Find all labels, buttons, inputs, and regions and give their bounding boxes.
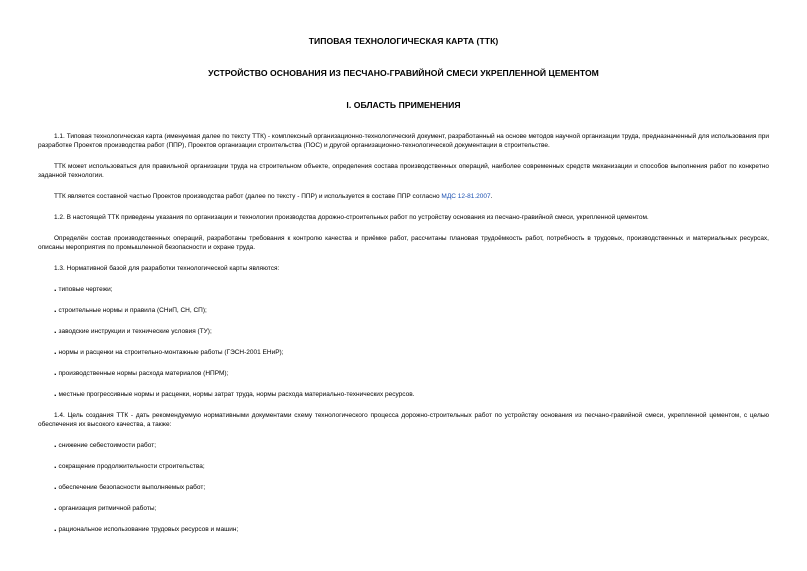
paragraph-ttk-usage: ТТК может использоваться для правильной организации труда на строительном объекте, определения состава производственных операций, наиболее современных средств механизации и способов выполнения работ по конкретно заданной технологии. bbox=[38, 163, 769, 179]
list-item bbox=[54, 285, 769, 294]
paragraph-operations: Определён состав производственных операций, разработаны требования к контролю качества и приёмке работ, рассчитаны плановая трудоёмкость работ, потребность в трудовых, производственных и материальных ресурсах, описаны мероприятия по промышленной безопасности и охране труда. bbox=[38, 235, 769, 251]
list-item-text: местные прогрессивные нормы и расценки, нормы затрат труда, нормы расхода материально-технических ресурсов. bbox=[58, 391, 415, 398]
paragraph-ttk-ppr-end: . bbox=[490, 193, 493, 200]
bullet-icon: . bbox=[54, 325, 57, 335]
list-item bbox=[54, 327, 769, 336]
goals-list bbox=[38, 441, 769, 534]
paragraph-ttk-ppr-text: ТТК является составной частью Проектов производства работ (далее по тексту - ППР) и используется в составе ППР согласно bbox=[54, 193, 442, 200]
list-item bbox=[54, 525, 769, 534]
list-item bbox=[54, 462, 769, 471]
list-item bbox=[54, 348, 769, 357]
list-item-text: нормы и расценки на строительно-монтажные работы (ГЭСН-2001 ЕНиР); bbox=[58, 349, 284, 356]
list-item bbox=[54, 306, 769, 315]
list-item bbox=[54, 369, 769, 378]
bullet-icon: . bbox=[54, 481, 57, 491]
bullet-icon: . bbox=[54, 502, 57, 512]
bullet-icon: . bbox=[54, 283, 57, 293]
paragraph-1-3: 1.3. Нормативной базой для разработки технологической карты являются: bbox=[54, 265, 280, 272]
list-item-text: типовые чертежи; bbox=[58, 286, 113, 293]
list-item-text: организация ритмичной работы; bbox=[58, 505, 157, 512]
list-item bbox=[54, 441, 769, 450]
bullet-icon: . bbox=[54, 367, 57, 377]
list-item-text: рациональное использование трудовых ресурсов и машин; bbox=[58, 526, 239, 533]
list-item bbox=[54, 504, 769, 513]
list-item-text: сокращение продолжительности строительства; bbox=[58, 463, 205, 470]
list-item bbox=[54, 390, 769, 399]
paragraph-1-1: 1.1. Типовая технологическая карта (именуемая далее по тексту ТТК) - комплексный организационно-технологический документ, разработанный на основе методов научной организации труда, предназначенный для использования при разработке Проектов производства работ (ППР), Проектов организации строительства (ПОС) и другой организационно-технологической документации в строительстве. bbox=[38, 133, 769, 149]
normative-base-list bbox=[38, 285, 769, 399]
bullet-icon: . bbox=[54, 304, 57, 314]
bullet-icon: . bbox=[54, 388, 57, 398]
list-item-text: производственные нормы расхода материалов (НПРМ); bbox=[58, 370, 229, 377]
paragraph-1-4: 1.4. Цель создания ТТК - дать рекомендуемую нормативными документами схему технологического процесса дорожно-строительных работ по устройству основания из песчано-гравийной смеси, укрепленной цементом, с целью обеспечения их высокого качества, а также: bbox=[38, 412, 769, 428]
document-body bbox=[38, 132, 769, 534]
bullet-icon: . bbox=[54, 346, 57, 356]
bullet-icon: . bbox=[54, 460, 57, 470]
list-item-text: строительные нормы и правила (СНиП, СН, СП); bbox=[58, 307, 207, 314]
list-item bbox=[54, 483, 769, 492]
bullet-icon: . bbox=[54, 439, 57, 449]
list-item-text: снижение себестоимости работ; bbox=[58, 442, 157, 449]
list-item-text: обеспечение безопасности выполняемых работ; bbox=[58, 484, 206, 491]
paragraph-1-2: 1.2. В настоящей ТТК приведены указания по организации и технологии производства дорожно-строительных работ по устройству основания из песчано-гравийной смеси, укрепленной цементом. bbox=[54, 214, 649, 221]
document-subtitle: УСТРОЙСТВО ОСНОВАНИЯ ИЗ ПЕСЧАНО-ГРАВИЙНОЙ СМЕСИ УКРЕПЛЕННОЙ ЦЕМЕНТОМ bbox=[208, 68, 599, 78]
paragraph-ttk-ppr bbox=[38, 192, 769, 201]
bullet-icon: . bbox=[54, 523, 57, 533]
section-heading: I. ОБЛАСТЬ ПРИМЕНЕНИЯ bbox=[346, 100, 461, 110]
document-title: ТИПОВАЯ ТЕХНОЛОГИЧЕСКАЯ КАРТА (ТТК) bbox=[308, 36, 499, 46]
mds-link[interactable]: МДС 12-81.2007 bbox=[441, 193, 491, 200]
list-item-text: заводские инструкции и технические условия (ТУ); bbox=[58, 328, 212, 335]
